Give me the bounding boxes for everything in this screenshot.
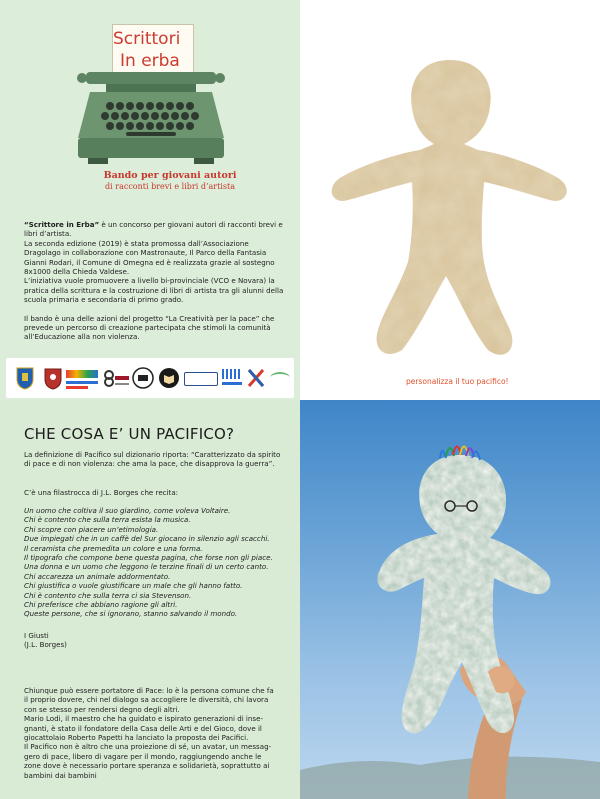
armonie-lines [222,382,242,385]
logo-line-1: Scrittori [113,29,181,49]
closing-line: gero di pace, libero di vagare per il mondo, raggiungendo anche le [24,751,262,761]
figure-shape [332,60,567,355]
logo-line-2: In erba [120,51,180,71]
intro-lead [24,220,286,239]
intro-p4: Il bando è una delle azioni del progetto “La Creatività per la pace” che prevede un percorso di creazione partecipata che stimoli la comunità all’Educazione alla non violenza. [24,313,275,342]
omegna-crest-icon [16,366,34,390]
poem-line: Il ceramista che premedita un colore e una forma. [24,543,203,553]
poem-line: Chi scopre con piacere un’etimologia. [24,524,159,534]
poem-line: Il tipografo che compone bene questa pagina, che forse non gli piace. [24,553,273,563]
credit-line: (J.L. Borges) [24,640,67,650]
closing-line: gnanti, è stato il fondatore della Casa delle Arti e del Gioco, dove il [24,723,262,733]
closing-line: zone dove è necessario portare speranza e solidarietà, soprattutto ai [24,761,270,771]
cross-logo-icon [246,366,266,390]
section-title: CHE COSA E’ UN PACIFICO? [24,425,235,443]
poem-line: Chi accarezza un animale addormentato. [24,571,171,581]
otto-per-mille-logo [102,366,130,390]
closing-line: Il Pacifico non è altro che una proiezione di sé, un avatar, un messag- [24,742,272,752]
sponsor-strip [6,358,294,398]
typewriter-badge-icon [132,366,154,390]
drago-lago-mark [184,372,218,386]
intro-text [24,220,286,342]
closing-line: Chiunque può essere portatore di Pace: lo è la persona comune che fa [24,686,274,695]
poem-line: Chi è contento che sulla terra ci sia Stevenson. [24,590,192,600]
poem-line: Un uomo che coltiva il suo giardino, come voleva Voltaire. [24,506,231,515]
armonie-logo [222,366,242,390]
poem-line: Una donna e un uomo che leggono le terzine finali di un certo canto. [24,562,269,572]
closing-line: Mario Lodi, il maestro che ha guidato e ispirato generazioni di inse- [24,714,264,724]
poem-line: Due impiegati che in un caffè del Sur giocano in silenzio agli scacchi. [24,534,270,544]
festival-logo-mark [66,370,98,378]
intro-p2: La seconda edizione (2019) è stata promossa dall’Associazione Dragolago in collaborazione con Mastronaute, Il Parco della Fantasia Gianni Rodari, il Comune di Omegna ed è realizzata grazie al sostegno 8x1000 della Chieda Valdese. [24,238,275,277]
borges-intro: C’è una filastrocca di J.L. Borges che recita: [24,488,179,497]
giardino-logo [270,366,290,390]
poem-line: Chi preferisce che abbiano ragione gli altri. [24,600,178,610]
intro-lead-rest: è un concorso per giovani autori di racconti brevi e libri d’artista. [24,220,283,239]
typewriter-icon [76,70,226,166]
poem-line: Chi è contento che sulla terra esista la musica. [24,515,191,525]
armonie-mark [222,369,242,379]
closing-line: giocattolaio Roberto Papetti ha lanciato la proposta dei Pacifici. [24,733,249,743]
giardino-mark [270,372,290,384]
poem-line: Queste persone, che si ignorano, stanno salvando il mondo. [24,609,238,619]
closing-line: bambini dai bambini [24,770,97,780]
cardboard-figure-icon [300,0,600,400]
definition-text: La definizione di Pacifico sul dizionario riporta: “Caratterizzato da spirito di pace e di non violenza: che ama la pace, che disapprova la guerra”. [24,450,281,469]
poem-credit [24,631,286,650]
festival-logo-lines [66,381,98,384]
tagline-line-2: di racconti brevi e libri d’artista [105,182,235,191]
intro-lead-bold: “Scrittore in Erba” [24,220,100,229]
hills [300,757,600,799]
festival-logo-lines-2 [66,386,88,389]
poem [24,506,286,619]
personalize-caption: personalizza il tuo pacifico! [406,377,509,386]
intro-p3: L’iniziativa vuole promuovere a livello bi-provinciale (VCO e Novara) la pratica della scrittura e la costruzione di libri di artista tra gli alunni della scuola primaria e secondaria di primo grado. [24,276,284,305]
tagline-line-1: Bando per giovani autori [103,170,237,181]
otto-per-mille-mark [102,366,130,390]
book-badge-icon [158,366,180,390]
cover-panel [0,0,300,400]
photo-panel [300,400,600,799]
drago-lago-logo [184,366,218,390]
definition-panel [0,400,300,799]
poem-line: Chi giustifica o vuole giustificare un male che gli hanno fatto. [24,581,243,591]
closing-text [24,686,286,780]
festival-logo [66,366,98,390]
closing-line: il proprio dovere, chi nel dialogo sa accogliere le diversità, chi lavora [24,695,269,705]
figure-panel [300,0,600,400]
municipal-crest-icon [44,366,62,390]
credit-line: I Giusti [24,631,49,640]
closing-line: con se stesso per rendersi degno degli altri. [24,704,180,714]
pacifico-doll-photo [300,400,600,799]
